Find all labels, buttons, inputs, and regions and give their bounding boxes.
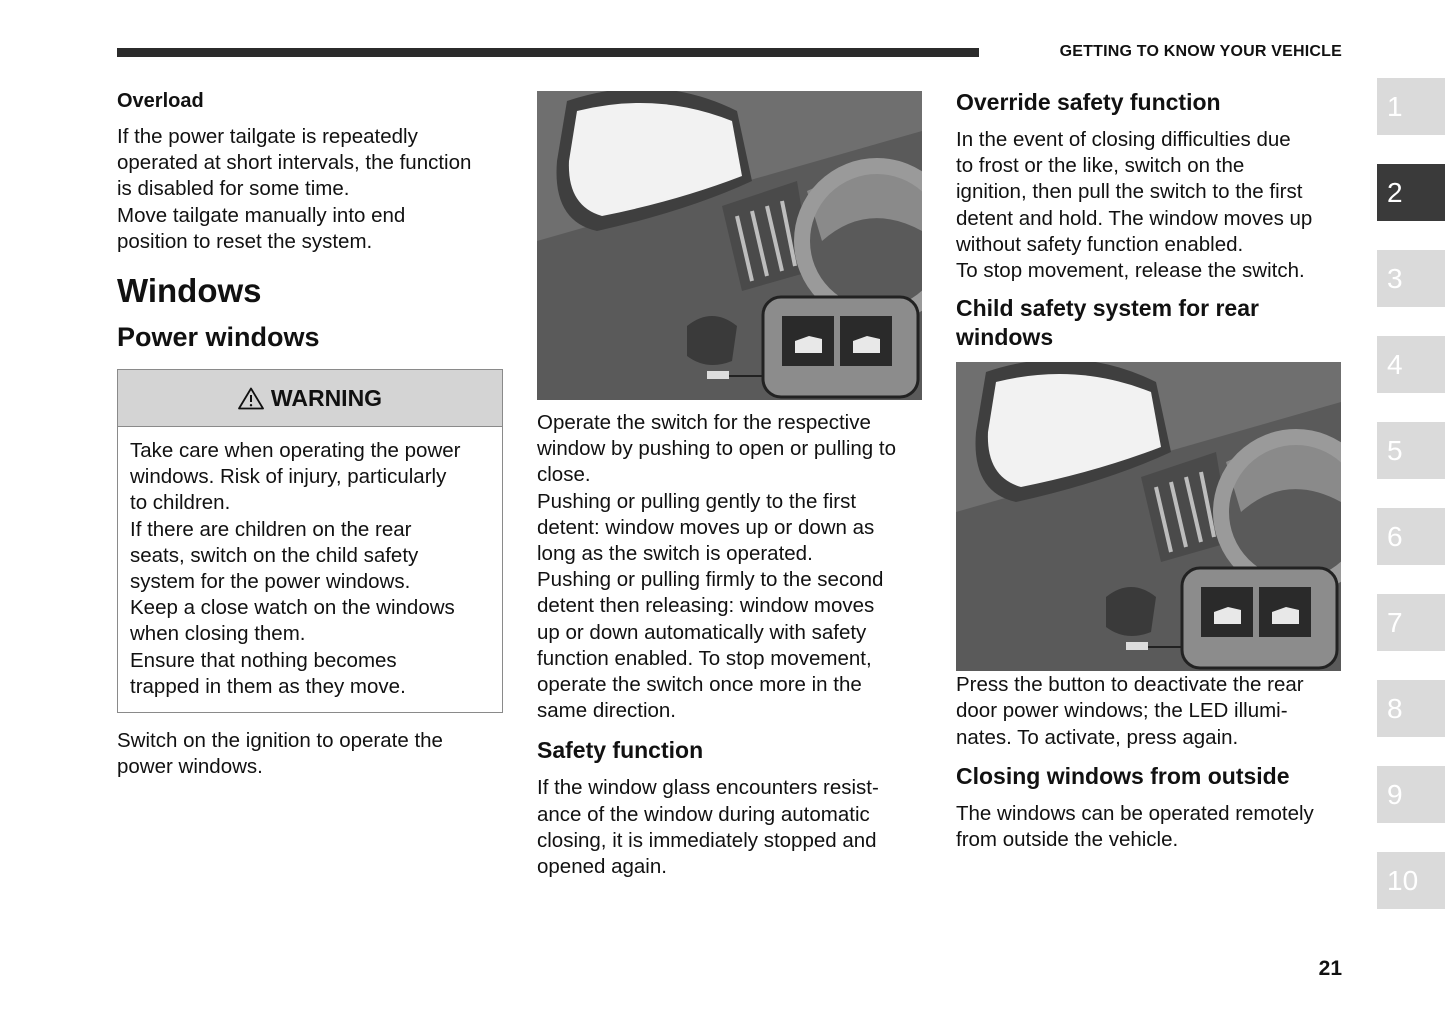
text-line: Switch on the ignition to operate the [117, 729, 443, 753]
warning-title: WARNING [270, 384, 383, 411]
text-line: close. [537, 463, 591, 487]
heading-line: Child safety system for rear [956, 295, 1259, 322]
text-line: windows. Risk of injury, particularly [130, 465, 447, 489]
text-line: door power windows; the LED illumi- [956, 699, 1288, 723]
text-line: long as the switch is operated. [537, 542, 813, 566]
text-line: Operate the switch for the respective [537, 411, 871, 434]
text-line: operated at short intervals, the function [117, 151, 472, 175]
chapter-tab-7[interactable]: 7 [1377, 594, 1445, 651]
chapter-tabs [1377, 78, 1445, 938]
text-line: detent: window moves up or down as [537, 515, 875, 539]
text-line: In the event of closing difficulties due [956, 128, 1291, 151]
chapter-tab-3[interactable]: 3 [1377, 250, 1445, 307]
chapter-tab-1[interactable]: 1 [1377, 78, 1445, 135]
closing-windows-heading: Closing windows from outside [956, 762, 1290, 789]
child-safety-heading [956, 294, 1348, 352]
text-line: Pushing or pulling gently to the first [537, 489, 857, 513]
text-line: up or down automatically with safety [537, 620, 867, 644]
chapter-tab-8[interactable]: 8 [1377, 680, 1445, 737]
warning-triangle-icon [238, 387, 264, 410]
heading-line: windows [956, 324, 1054, 351]
door-switch-illustration [537, 91, 922, 400]
text-line: Take care when operating the power [130, 439, 461, 463]
page-number: 21 [1318, 957, 1342, 980]
section-title: GETTING TO KNOW YOUR VEHICLE [1059, 43, 1342, 60]
overload-text [117, 124, 507, 255]
text-line: position to reset the system. [117, 229, 373, 253]
text-line: function enabled. To stop movement, [537, 646, 872, 670]
text-line: nates. To activate, press again. [956, 725, 1239, 749]
text-line: operate the switch once more in the [537, 673, 862, 697]
chapter-tab-4[interactable]: 4 [1377, 336, 1445, 393]
warning-body [118, 427, 502, 712]
text-line: power windows. [117, 755, 263, 779]
text-line: opened again. [537, 855, 667, 879]
text-line: detent and hold. The window moves up [956, 206, 1313, 230]
override-text [956, 127, 1348, 284]
text-line: ignition, then pull the switch to the first [956, 180, 1303, 204]
text-line: Press the button to deactivate the rear [956, 673, 1304, 697]
text-line: closing, it is immediately stopped and [537, 828, 877, 852]
windows-heading: Windows [117, 272, 262, 310]
text-line: The windows can be operated remotely [956, 801, 1314, 825]
text-line: If there are children on the rear [130, 517, 412, 541]
text-line: detent then releasing: window moves [537, 594, 875, 618]
chapter-tab-2[interactable]: 2 [1377, 164, 1445, 221]
operate-text [537, 410, 929, 724]
child-safety-text [956, 672, 1348, 751]
text-line: Keep a close watch on the windows [130, 596, 455, 620]
chapter-tab-5[interactable]: 5 [1377, 422, 1445, 479]
text-line: when closing them. [130, 622, 306, 646]
text-line: to children. [130, 491, 231, 515]
text-line: Move tailgate manually into end [117, 203, 406, 227]
warning-box [117, 369, 503, 713]
text-line: If the power tailgate is repeatedly [117, 125, 418, 148]
safety-function-text [537, 775, 929, 880]
text-line: to frost or the like, switch on the [956, 154, 1245, 178]
ignition-text [117, 728, 507, 780]
text-line: system for the power windows. [130, 570, 411, 594]
text-line: trapped in them as they move. [130, 674, 406, 698]
warning-header [118, 370, 502, 427]
text-line: without safety function enabled. [956, 232, 1244, 256]
header-rule [117, 48, 979, 57]
chapter-tab-9[interactable]: 9 [1377, 766, 1445, 823]
text-line: from outside the vehicle. [956, 828, 1179, 852]
text-line: Pushing or pulling firmly to the second [537, 568, 884, 592]
column-3 [956, 88, 1348, 853]
child-lock-illustration [956, 362, 1341, 671]
text-line: ance of the window during automatic [537, 802, 870, 826]
text-line: If the window glass encounters resist- [537, 776, 879, 800]
text-line: window by pushing to open or pulling to [537, 437, 896, 461]
text-line: To stop movement, release the switch. [956, 259, 1305, 283]
text-line: is disabled for some time. [117, 177, 350, 201]
text-line: seats, switch on the child safety [130, 543, 419, 567]
chapter-tab-10[interactable]: 10 [1377, 852, 1445, 909]
chapter-tab-6[interactable]: 6 [1377, 508, 1445, 565]
column-2 [537, 91, 929, 880]
override-heading: Override safety function [956, 89, 1221, 115]
overload-heading: Overload [117, 90, 204, 112]
column-1 [117, 88, 507, 780]
text-line: same direction. [537, 699, 677, 723]
power-windows-heading: Power windows [117, 322, 320, 353]
closing-windows-text [956, 801, 1348, 853]
safety-function-heading: Safety function [537, 737, 704, 764]
text-line: Ensure that nothing becomes [130, 648, 397, 672]
